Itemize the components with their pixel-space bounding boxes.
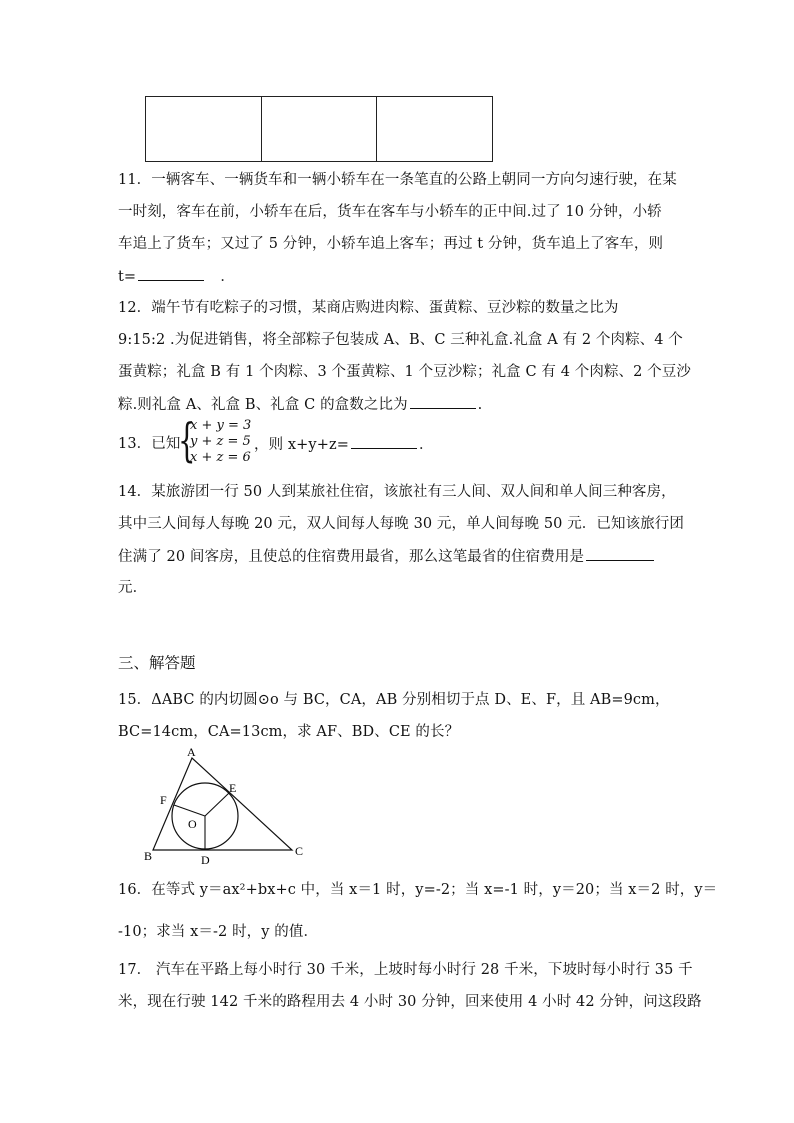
incircle-triangle-figure: [140, 744, 320, 870]
q14-line: 元．: [118, 580, 148, 596]
answer-blank: [351, 434, 417, 449]
table-cell: [377, 97, 493, 162]
label-b: B: [144, 849, 153, 863]
q14-line: 其中三人间每人每晚 20 元，双人间每人每晚 30 元，单人间每晚 50 元．已知该旅行团: [118, 516, 685, 532]
q17-line: 17． 汽车在平路上每小时行 30 千米，上坡时每小时行 28 千米，下坡时每小时行 35 千: [118, 962, 693, 978]
q15-line: 15．ΔABC 的内切圆⊙o 与 BC，CA，AB 分别相切于点 D、E、F，且 AB=9cm，: [118, 692, 670, 708]
table-cell: [261, 97, 377, 162]
equation-3: x + z = 6: [190, 450, 251, 465]
radius-oe: [205, 793, 229, 816]
answer-blank: [410, 394, 476, 409]
label-f: F: [160, 793, 167, 807]
q13-answer-suffix: ．: [418, 437, 434, 453]
answer-table: [145, 96, 493, 162]
q13-prefix: 13．已知: [118, 436, 181, 452]
label-c: C: [295, 844, 304, 858]
label-d: D: [201, 853, 210, 867]
q16-line: 16．在等式 y＝ax²+bx+c 中，当 x＝1 时，y=-2；当 x=-1 时，y＝20；当 x＝2 时，y＝: [118, 882, 718, 898]
answer-blank: [138, 266, 204, 281]
q11-answer-line: [118, 266, 235, 287]
q12-answer-prefix: 粽.则礼盒 A、礼盒 B、礼盒 C 的盒数之比为: [118, 397, 408, 413]
radius-of: [174, 805, 205, 816]
q11-answer-prefix: t=: [118, 269, 137, 285]
q13-answer-prefix: ，则 x+y+z=: [254, 437, 349, 453]
equation-system: [190, 418, 251, 466]
q12-line: 蛋黄粽；礼盒 B 有 1 个肉粽、3 个蛋黄粽、1 个豆沙粽；礼盒 C 有 4 个肉粽、2 个豆沙: [118, 364, 691, 380]
q11-line: 一时刻，客车在前，小轿车在后，货车在客车与小轿车的正中间.过了 10 分钟，小轿: [118, 204, 662, 220]
table-row: [146, 97, 493, 162]
label-e: E: [229, 781, 237, 795]
table-cell: [146, 97, 262, 162]
equation-brace: {: [178, 413, 196, 467]
section-title: 三、解答题: [118, 654, 196, 672]
q16-line: -10；求当 x＝-2 时，y 的值．: [118, 924, 319, 940]
q14-line-text: 住满了 20 间客房，且使总的住宿费用最省，那么这笔最省的住宿费用是: [118, 549, 585, 565]
q12-answer-suffix: .: [477, 397, 483, 413]
label-o: O: [188, 817, 197, 831]
q12-line: 12．端午节有吃粽子的习惯，某商店购进肉粽、蛋黄粽、豆沙粽的数量之比为: [118, 300, 619, 316]
q11-line: 车追上了货车；又过了 5 分钟，小轿车追上客车；再过 t 分钟，货车追上了客车，则: [118, 236, 664, 252]
equation-1: x + y = 3: [190, 418, 252, 433]
answer-blank: [586, 546, 654, 561]
q11-line: 11．一辆客车、一辆货车和一辆小轿车在一条笔直的公路上朝同一方向匀速行驶，在某: [118, 172, 677, 188]
equation-2: y + z = 5: [190, 434, 251, 449]
q14-answer-line: [118, 546, 656, 567]
q17-line: 米，现在行驶 142 千米的路程用去 4 小时 30 分钟，回来使用 4 小时 42 分钟，问这段路: [118, 994, 702, 1010]
q12-line: 9:15:2 .为促进销售，将全部粽子包装成 A、B、C 三种礼盒.礼盒 A 有 2 个肉粽、4 个: [118, 332, 683, 348]
q12-answer-line: [118, 394, 482, 415]
q15-line: BC=14cm，CA=13cm，求 AF、BD、CE 的长？: [118, 724, 460, 740]
q14-line: 14．某旅游团一行 50 人到某旅社住宿，该旅社有三人间、双人间和单人间三种客房，: [118, 484, 676, 500]
q13-answer-line: [254, 434, 434, 455]
q11-answer-suffix: ．: [220, 269, 235, 285]
label-a: A: [187, 745, 196, 759]
